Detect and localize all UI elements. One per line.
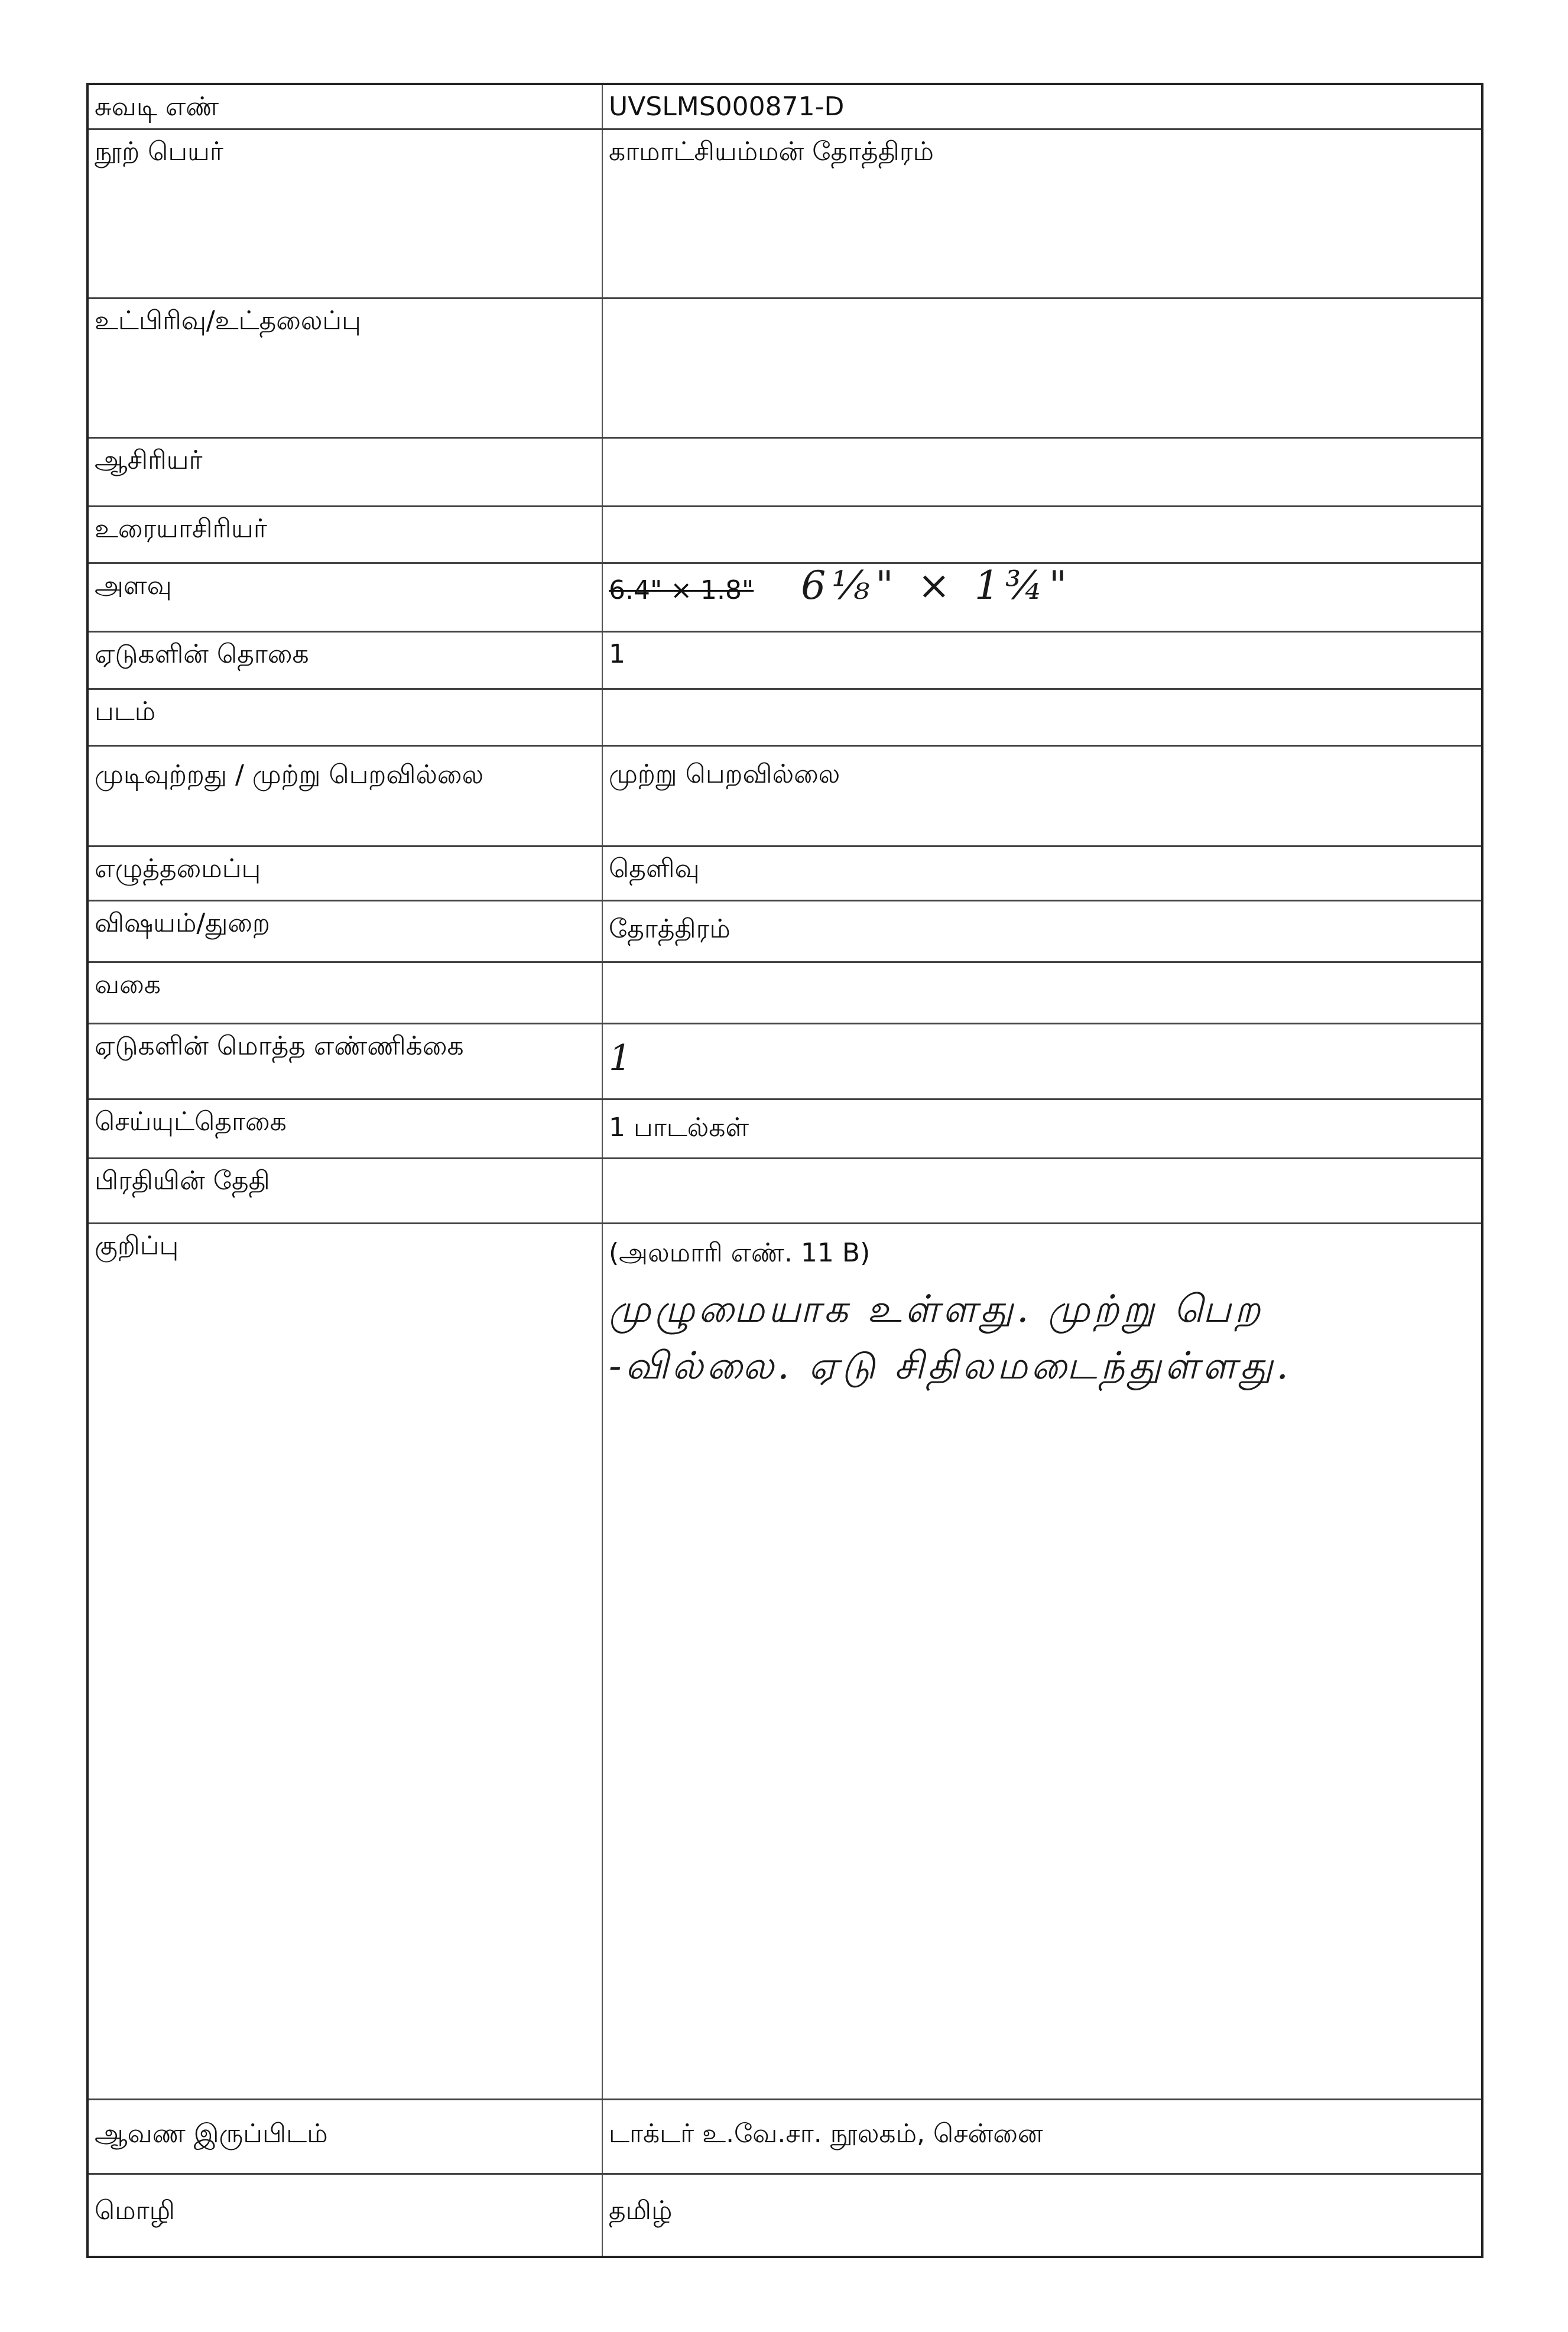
- value-copy-date: [602, 1159, 1482, 1224]
- label-manuscript-number: சுவடி எண்: [87, 84, 602, 129]
- dimensions-struck-value: 6.4" × 1.8": [609, 575, 754, 606]
- value-language: தமிழ்: [602, 2174, 1482, 2257]
- label-work-title: நூற் பெயர்: [87, 129, 602, 298]
- label-copy-date: பிரதியின் தேதி: [87, 1159, 602, 1224]
- label-language: மொழி: [87, 2174, 602, 2257]
- value-verse-count: 1 பாடல்கள்: [602, 1099, 1482, 1159]
- value-leaf-count: 1: [602, 632, 1482, 689]
- value-author: [602, 438, 1482, 507]
- value-dimensions: [602, 563, 1482, 632]
- row-notes: [87, 1224, 1482, 2100]
- row-subdivision: [87, 298, 1482, 437]
- label-dimensions: அளவு: [87, 563, 602, 632]
- row-completion: [87, 745, 1482, 846]
- label-category: வகை: [87, 962, 602, 1024]
- value-repository: டாக்டர் உ.வே.சா. நூலகம், சென்னை: [602, 2100, 1482, 2174]
- label-repository: ஆவண இருப்பிடம்: [87, 2100, 602, 2174]
- label-leaf-count: ஏடுகளின் தொகை: [87, 632, 602, 689]
- value-work-title: காமாட்சியம்மன் தோத்திரம்: [602, 129, 1482, 298]
- value-illustration: [602, 689, 1482, 745]
- label-illustration: படம்: [87, 689, 602, 745]
- row-illustration: [87, 689, 1482, 745]
- label-subdivision: உட்பிரிவு/உட்தலைப்பு: [87, 298, 602, 437]
- row-leaf-count: [87, 632, 1482, 689]
- row-copy-date: [87, 1159, 1482, 1224]
- label-author: ஆசிரியர்: [87, 438, 602, 507]
- value-subdivision: [602, 298, 1482, 437]
- dimensions-handwritten-value: 6⅛" × 1¾": [801, 563, 1073, 609]
- label-script-quality: எழுத்தமைப்பு: [87, 846, 602, 900]
- row-author: [87, 438, 1482, 507]
- label-commentator: உரையாசிரியர்: [87, 507, 602, 563]
- label-verse-count: செய்யுட்தொகை: [87, 1099, 602, 1159]
- label-total-leaves: ஏடுகளின் மொத்த எண்ணிக்கை: [87, 1024, 602, 1099]
- value-total-leaves: [602, 1024, 1482, 1099]
- manuscript-catalog-form: [86, 83, 1483, 2258]
- row-subject: [87, 900, 1482, 962]
- value-manuscript-number: UVSLMS000871-D: [602, 84, 1482, 129]
- value-commentator: [602, 507, 1482, 563]
- row-dimensions: [87, 563, 1482, 632]
- row-verse-count: [87, 1099, 1482, 1159]
- value-script-quality: தெளிவு: [602, 846, 1482, 900]
- row-language: [87, 2174, 1482, 2257]
- label-subject: விஷயம்/துறை: [87, 900, 602, 962]
- value-category: [602, 962, 1482, 1024]
- row-repository: [87, 2100, 1482, 2174]
- row-work-title: [87, 129, 1482, 298]
- label-completion: முடிவுற்றது / முற்று பெறவில்லை: [87, 745, 602, 846]
- notes-handwritten-value: முழுமையாக உள்ளது. முற்று பெற -வில்லை. ஏடு சிதிலமடைந்துள்ளது.: [609, 1287, 1292, 1389]
- row-script-quality: [87, 846, 1482, 900]
- notes-printed-value: (அலமாரி எண். 11 B): [609, 1238, 871, 1269]
- row-total-leaves: [87, 1024, 1482, 1099]
- value-notes: [602, 1224, 1482, 2100]
- row-manuscript-number: [87, 84, 1482, 129]
- label-notes: குறிப்பு: [87, 1224, 602, 2100]
- value-completion: முற்று பெறவில்லை: [602, 745, 1482, 846]
- total-leaves-handwritten-value: 1: [609, 1037, 634, 1079]
- row-commentator: [87, 507, 1482, 563]
- row-category: [87, 962, 1482, 1024]
- value-subject: தோத்திரம்: [602, 900, 1482, 962]
